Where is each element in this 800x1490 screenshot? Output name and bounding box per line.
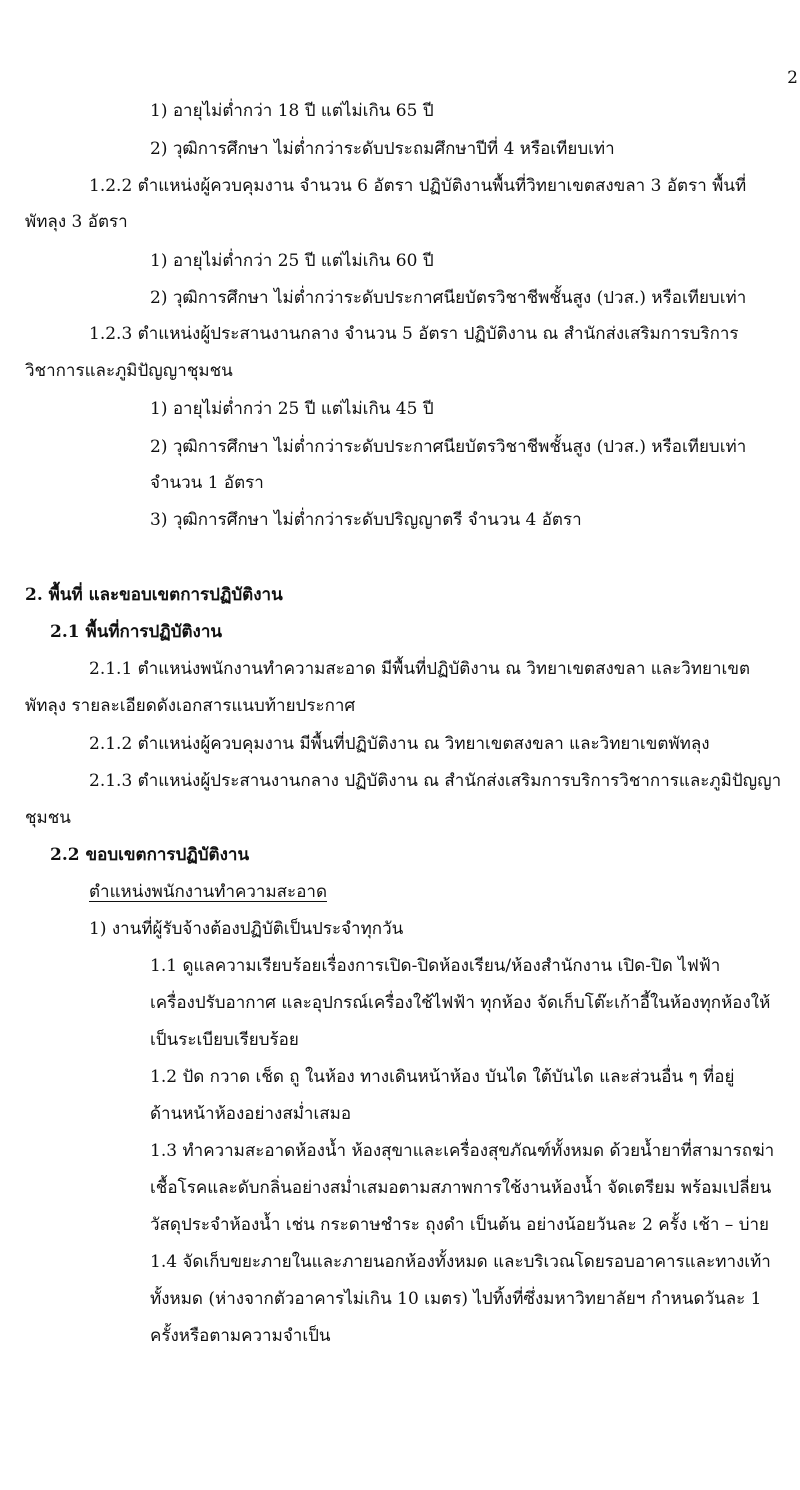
text-line: พัทลุง รายละเอียดดังเอกสารแนบท้ายประกาศ xyxy=(25,696,356,716)
section-heading: 2. พื้นที่ และขอบเขตการปฏิบัติงาน xyxy=(25,585,283,605)
text-line: 1.2 ปัด กวาด เช็ด ถู ในห้อง ทางเดินหน้าห้อง บันได ใต้บันได และส่วนอื่น ๆ ที่อยู่ xyxy=(150,1067,735,1087)
text-line: 1.2.3 ตำแหน่งผู้ประสานงานกลาง จำนวน 5 อัตรา ปฏิบัติงาน ณ สำนักส่งเสริมการบริการ xyxy=(89,324,739,344)
text-line: ครั้งหรือตามความจำเป็น xyxy=(150,1326,331,1346)
text-line: วิชาการและภูมิปัญญาชุมชน xyxy=(25,361,233,381)
text-line: 1) อายุไม่ต่ำกว่า 25 ปี แต่ไม่เกิน 45 ปี xyxy=(150,399,434,419)
text-line: พัทลุง 3 อัตรา xyxy=(25,212,128,232)
text-line: 1) งานที่ผู้รับจ้างต้องปฏิบัติเป็นประจำทุกวัน xyxy=(89,919,404,939)
text-line: 1.1 ดูแลความเรียบร้อยเรื่องการเปิด-ปิดห้องเรียน/ห้องสำนักงาน เปิด-ปิด ไฟฟ้า xyxy=(150,956,721,976)
text-line: เชื้อโรคและดับกลิ่นอย่างสม่ำเสมอตามสภาพการใช้งานห้องน้ำ จัดเตรียม พร้อมเปลี่ยน xyxy=(150,1178,772,1198)
text-line: 2.1.3 ตำแหน่งผู้ประสานงานกลาง ปฏิบัติงาน ณ สำนักส่งเสริมการบริการวิชาการและภูมิปัญญา xyxy=(89,771,782,791)
text-line: 3) วุฒิการศึกษา ไม่ต่ำกว่าระดับปริญญาตรี จำนวน 4 อัตรา xyxy=(150,510,582,530)
text-line: วัสดุประจำห้องน้ำ เช่น กระดาษชำระ ถุงดำ เป็นต้น อย่างน้อยวันละ 2 ครั้ง เช้า – บ่าย xyxy=(150,1215,770,1235)
text-line: 1.2.2 ตำแหน่งผู้ควบคุมงาน จำนวน 6 อัตรา ปฏิบัติงานพื้นที่วิทยาเขตสงขลา 3 อัตรา พื้นที่ xyxy=(89,176,747,196)
text-line: เป็นระเบียบเรียบร้อย xyxy=(150,1030,299,1050)
text-line: 2.1.2 ตำแหน่งผู้ควบคุมงาน มีพื้นที่ปฏิบัติงาน ณ วิทยาเขตสงขลา และวิทยาเขตพัทลุง xyxy=(89,734,710,754)
text-line: 1) อายุไม่ต่ำกว่า 18 ปี แต่ไม่เกิน 65 ปี xyxy=(150,101,434,121)
text-line: ชุมชน xyxy=(25,808,71,828)
text-line: 2.1.1 ตำแหน่งพนักงานทำความสะอาด มีพื้นที่ปฏิบัติงาน ณ วิทยาเขตสงขลา และวิทยาเขต xyxy=(89,659,750,679)
text-line: 2) วุฒิการศึกษา ไม่ต่ำกว่าระดับประกาศนียบัตรวิชาชีพชั้นสูง (ปวส.) หรือเทียบเท่า xyxy=(150,288,747,308)
subsection-heading: 2.2 ขอบเขตการปฏิบัติงาน xyxy=(50,845,250,865)
text-line: 1.4 จัดเก็บขยะภายในและภายนอกห้องทั้งหมด และบริเวณโดยรอบอาคารและทางเท้า xyxy=(150,1252,771,1272)
text-line: ด้านหน้าห้องอย่างสม่ำเสมอ xyxy=(150,1104,352,1124)
page-number: 2 xyxy=(787,68,798,88)
position-heading: ตำแหน่งพนักงานทำความสะอาด xyxy=(89,882,327,902)
text-line: ทั้งหมด (ห่างจากตัวอาคารไม่เกิน 10 เมตร) ไปทิ้งที่ซึ่งมหาวิทยาลัยฯ กำหนดวันละ 1 xyxy=(150,1289,762,1309)
text-line: 2) วุฒิการศึกษา ไม่ต่ำกว่าระดับประกาศนียบัตรวิชาชีพชั้นสูง (ปวส.) หรือเทียบเท่า xyxy=(150,437,747,457)
text-line: 1) อายุไม่ต่ำกว่า 25 ปี แต่ไม่เกิน 60 ปี xyxy=(150,251,434,271)
text-line: 2) วุฒิการศึกษา ไม่ต่ำกว่าระดับประถมศึกษาปีที่ 4 หรือเทียบเท่า xyxy=(150,139,615,159)
subsection-heading: 2.1 พื้นที่การปฏิบัติงาน xyxy=(50,622,223,642)
text-line: เครื่องปรับอากาศ และอุปกรณ์เครื่องใช้ไฟฟ้า ทุกห้อง จัดเก็บโต๊ะเก้าอี้ในห้องทุกห้องให้ xyxy=(150,993,771,1013)
text-line: จำนวน 1 อัตรา xyxy=(150,473,264,493)
text-line: 1.3 ทำความสะอาดห้องน้ำ ห้องสุขาและเครื่องสุขภัณฑ์ทั้งหมด ด้วยน้ำยาที่สามารถฆ่า xyxy=(150,1141,775,1161)
